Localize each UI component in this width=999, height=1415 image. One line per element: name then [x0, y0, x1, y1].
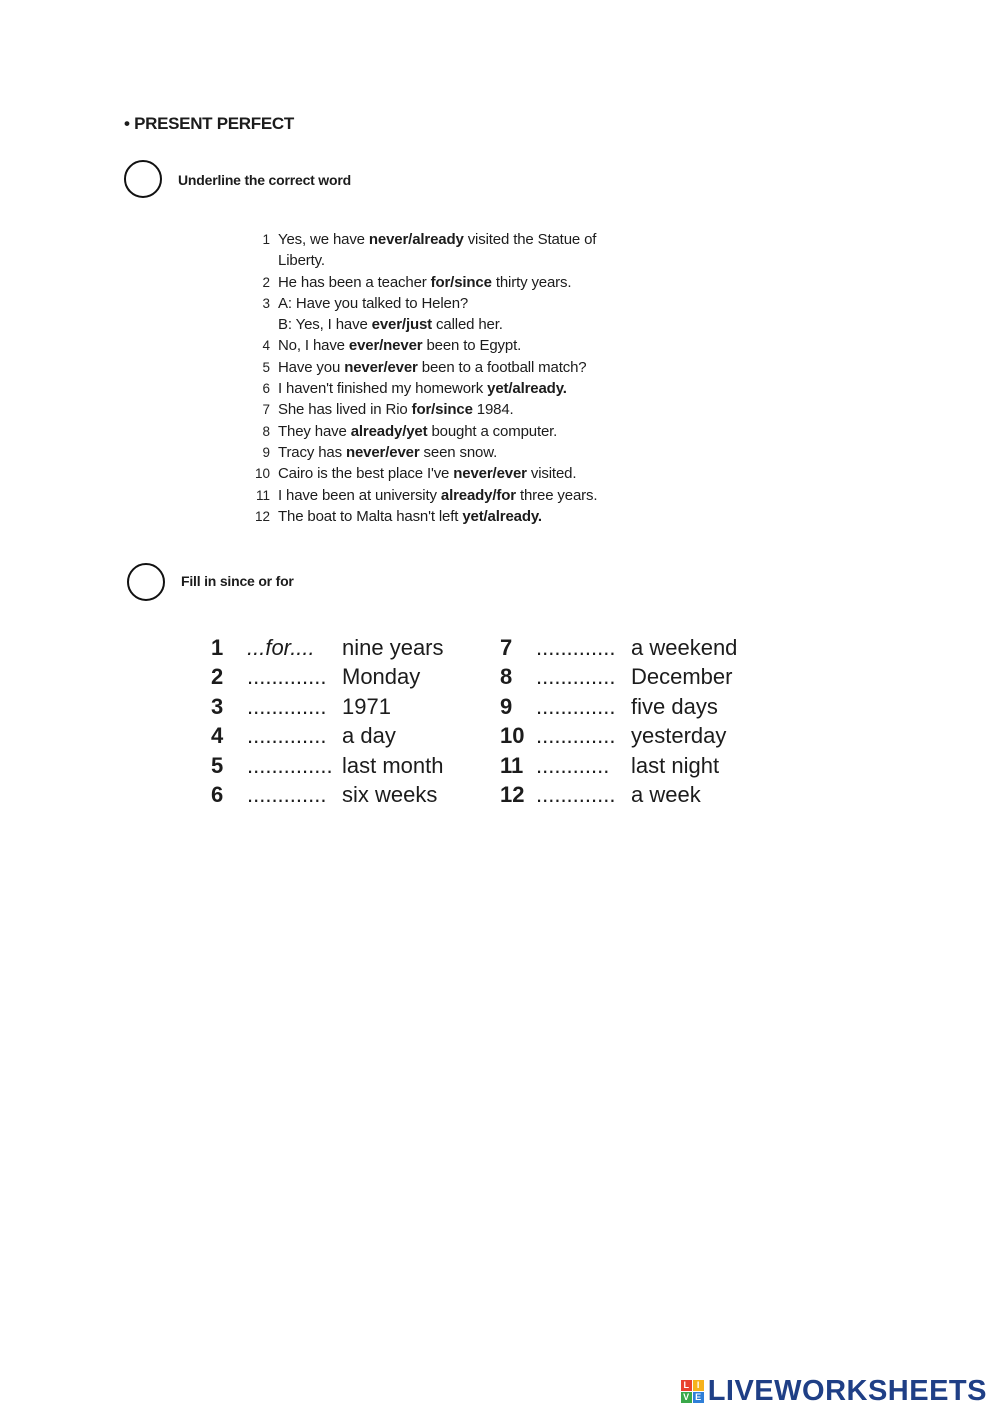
- item-number: 5: [262, 359, 270, 375]
- item-sentence: [278, 378, 567, 399]
- item-number: 4: [262, 338, 270, 354]
- logo-letter: L: [681, 1380, 692, 1391]
- item-sentence-continued: [278, 314, 503, 335]
- item-number: 8: [262, 423, 270, 439]
- item-sentence: [278, 335, 521, 356]
- answer-filled: ...for....: [247, 635, 315, 660]
- exercise1-item: [250, 399, 597, 420]
- item-number: 8: [500, 664, 513, 690]
- logo-letter: E: [693, 1392, 704, 1403]
- item-number: 3: [211, 693, 224, 719]
- exercise1-list: [250, 229, 597, 527]
- sentence-text: visited.: [526, 465, 577, 483]
- item-sentence-continued: Liberty.: [278, 252, 325, 270]
- exercise1-item: [250, 421, 597, 442]
- option-words: ever/never: [348, 337, 423, 355]
- time-phrase: December: [631, 664, 733, 690]
- exercise2-item: [211, 751, 444, 780]
- time-phrase: a week: [631, 782, 701, 808]
- option-words: for/since: [411, 401, 473, 419]
- item-number: 9: [500, 693, 513, 719]
- option-words: never/already: [368, 231, 464, 248]
- exercise1-item: [250, 378, 597, 399]
- sentence-text: Have you: [278, 358, 345, 376]
- item-number: 3: [262, 295, 270, 311]
- sentence-text: The boat to Malta hasn't left: [278, 507, 463, 525]
- answer-blank: ............: [536, 752, 610, 778]
- answer-blank: .............: [247, 723, 327, 749]
- sentence-text: been to a football match?: [417, 358, 587, 376]
- exercise1-item: [250, 272, 597, 293]
- answer-blank: .............: [536, 782, 616, 808]
- answer-blank: ..............: [247, 752, 333, 778]
- exercise2-item: [211, 692, 444, 721]
- item-number: 9: [262, 444, 270, 460]
- item-sentence: [278, 272, 571, 293]
- option-words: ever/just: [371, 316, 433, 334]
- sentence-text: A: Have you talked to Helen?: [278, 294, 469, 312]
- option-words: never/ever: [344, 358, 418, 376]
- logo-letter: V: [681, 1392, 692, 1403]
- item-number: 10: [500, 723, 525, 749]
- exercise2-item: [500, 692, 737, 721]
- sentence-text: Yes, we have: [278, 231, 369, 248]
- sentence-text: three years.: [515, 486, 598, 504]
- sentence-text: She has lived in Rio: [278, 401, 412, 419]
- item-number: 2: [211, 664, 224, 690]
- sentence-text: I haven't finished my homework: [278, 380, 488, 398]
- sentence-text: He has been a teacher: [278, 273, 431, 291]
- item-number: 7: [500, 635, 513, 660]
- sentence-text: thirty years.: [491, 273, 572, 291]
- item-number: 5: [211, 752, 224, 778]
- section1-circle-icon: [124, 160, 162, 198]
- item-number: 6: [262, 381, 270, 397]
- item-sentence: [278, 229, 596, 250]
- exercise1-item: [250, 485, 597, 506]
- exercise1-item: [250, 463, 597, 484]
- sentence-text: B: Yes, I have: [278, 316, 372, 334]
- option-words: never/ever: [453, 465, 527, 483]
- time-phrase: five days: [631, 693, 718, 719]
- time-phrase: Monday: [342, 664, 421, 690]
- answer-blank: .............: [247, 693, 327, 719]
- sentence-text: called her.: [432, 316, 503, 334]
- time-phrase: nine years: [342, 635, 444, 660]
- item-number: 6: [211, 782, 224, 808]
- exercise2-item: [211, 780, 444, 809]
- time-phrase: 1971: [342, 693, 391, 719]
- item-sentence: [278, 442, 497, 463]
- time-phrase: six weeks: [342, 782, 438, 808]
- exercise2-item: [211, 633, 444, 662]
- answer-blank: .............: [536, 664, 616, 690]
- item-number: 1: [211, 635, 224, 660]
- exercise1-item-continued: [250, 314, 597, 335]
- brand-text: LIVEWORKSHEETS: [707, 1375, 987, 1407]
- item-number: 11: [500, 752, 524, 778]
- time-phrase: last month: [342, 752, 444, 778]
- time-phrase: a day: [342, 723, 396, 749]
- page-title: • PRESENT PERFECT: [124, 114, 294, 133]
- sentence-text: Tracy has: [278, 443, 346, 461]
- sentence-text: visited the Statue of: [463, 231, 597, 248]
- section2-heading: Fill in since or for: [181, 573, 294, 589]
- sentence-text: They have: [278, 422, 351, 440]
- exercise2-right-column: [500, 633, 737, 809]
- answer-blank: .............: [536, 635, 616, 660]
- exercise2-item: [500, 633, 737, 662]
- time-phrase: yesterday: [631, 723, 727, 749]
- item-sentence: [278, 357, 586, 378]
- sentence-text: Cairo is the best place I've: [278, 465, 454, 483]
- exercise2-item: [500, 780, 737, 809]
- item-sentence: [278, 506, 542, 527]
- sentence-text: bought a computer.: [427, 422, 558, 440]
- time-phrase: last night: [631, 752, 720, 778]
- option-words: already/yet: [350, 422, 428, 440]
- exercise1-item: [250, 357, 597, 378]
- item-number: 4: [211, 723, 224, 749]
- answer-blank: [247, 633, 342, 662]
- item-sentence: [278, 399, 514, 420]
- answer-blank: .............: [247, 664, 327, 690]
- liveworksheets-brand: [681, 1375, 987, 1408]
- option-words: yet/already.: [462, 507, 542, 525]
- time-phrase: a weekend: [631, 635, 738, 660]
- exercise1-item: [250, 506, 597, 527]
- logo-letter: I: [693, 1380, 704, 1391]
- exercise2-item: [211, 721, 444, 750]
- sentence-text: been to Egypt.: [422, 337, 522, 355]
- exercise1-item: [250, 442, 597, 463]
- item-sentence: [278, 485, 597, 506]
- sentence-text: 1984.: [472, 401, 514, 419]
- answer-blank: .............: [536, 723, 616, 749]
- section2-circle-icon: [127, 563, 165, 601]
- sentence-text: seen snow.: [419, 443, 498, 461]
- item-number: 10: [254, 466, 270, 482]
- item-sentence: [278, 463, 576, 484]
- sentence-text: No, I have: [278, 337, 349, 355]
- option-words: never/ever: [345, 443, 420, 461]
- item-number-spacer: [250, 250, 278, 271]
- exercise2-item: [500, 721, 737, 750]
- item-number: 11: [255, 487, 270, 503]
- item-number-spacer: [250, 314, 278, 335]
- exercise2-item: [211, 662, 444, 691]
- item-sentence: [278, 421, 557, 442]
- item-number: 1: [262, 232, 270, 247]
- exercise1-item: [250, 335, 597, 356]
- option-words: for/since: [430, 273, 492, 291]
- section1-heading: Underline the correct word: [178, 172, 351, 188]
- option-words: yet/already.: [487, 380, 567, 398]
- exercise1-item: [250, 229, 597, 250]
- exercise2-item: [500, 662, 737, 691]
- exercise2-item: [500, 751, 737, 780]
- item-sentence: [278, 293, 468, 314]
- exercise2-left-column: [211, 633, 444, 809]
- exercise1-item: [250, 293, 597, 314]
- item-number: 12: [500, 782, 525, 808]
- item-number: 2: [262, 274, 270, 290]
- liveworksheets-logo-icon: [681, 1380, 704, 1403]
- item-number: 12: [254, 508, 270, 524]
- option-words: already/for: [440, 486, 516, 504]
- exercise1-item-continued: [250, 250, 597, 271]
- sentence-text: I have been at university: [278, 486, 441, 504]
- item-number: 7: [262, 402, 270, 418]
- answer-blank: .............: [247, 782, 327, 808]
- answer-blank: .............: [536, 693, 616, 719]
